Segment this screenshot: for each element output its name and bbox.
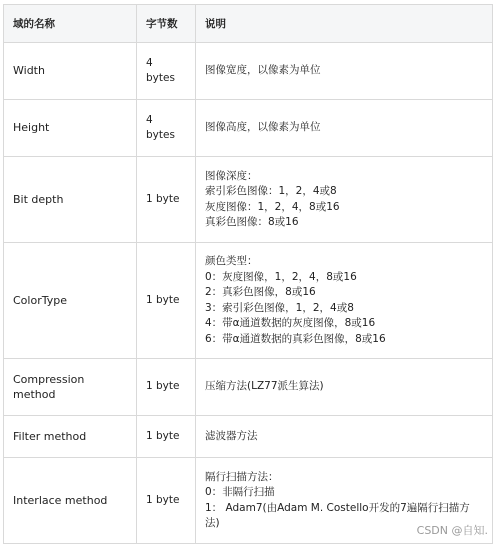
- table-row-color-type: [4, 243, 493, 359]
- header-description: 说明: [196, 5, 493, 43]
- field-byte-count: [137, 416, 196, 458]
- field-description: [196, 100, 493, 157]
- description-line: 图像高度，以像素为单位: [205, 121, 321, 134]
- byte-count-line: 1 byte: [146, 380, 180, 393]
- table-row-width: [4, 43, 493, 100]
- field-name: Compression method: [4, 359, 137, 416]
- field-name: ColorType: [4, 243, 137, 359]
- description-line: 3：索引彩色图像，1，2，4或8: [205, 301, 354, 314]
- field-description: [196, 359, 493, 416]
- description-line: 颜色类型：: [205, 255, 258, 267]
- field-byte-count: [137, 243, 196, 359]
- field-name: Filter method: [4, 416, 137, 458]
- description-line: 索引彩色图像：1，2，4或8: [205, 185, 337, 197]
- description-line: 真彩色图像：8或16: [205, 216, 299, 228]
- field-name: Bit depth: [4, 157, 137, 243]
- table-row-bit-depth: [4, 157, 493, 243]
- field-byte-count: [137, 157, 196, 243]
- byte-count-line: 4: [146, 56, 153, 69]
- header-byte-count: 字节数: [137, 5, 196, 43]
- field-byte-count: [137, 43, 196, 100]
- byte-count-line: 1 byte: [146, 293, 180, 306]
- field-byte-count: [137, 100, 196, 157]
- table-row-height: [4, 100, 493, 157]
- description-line: 4：带α通道数据的灰度图像，8或16: [205, 317, 376, 329]
- byte-count-line: 1 byte: [146, 429, 180, 442]
- field-description: [196, 243, 493, 359]
- description-line: 1： Adam7(由Adam M. Costello开发的7遍隔行扫描方法): [205, 501, 470, 529]
- description-line: 灰度图像：1，2，4，8或16: [205, 200, 340, 213]
- field-name: Width: [4, 43, 137, 100]
- byte-count-line: bytes: [146, 129, 175, 141]
- byte-count-line: 4: [146, 113, 153, 126]
- byte-count-line: 1 byte: [146, 493, 180, 506]
- description-line: 2：真彩色图像，8或16: [205, 286, 316, 298]
- field-description: [196, 157, 493, 243]
- field-name: Height: [4, 100, 137, 157]
- description-line: 压缩方法(LZ77派生算法): [205, 380, 324, 393]
- field-name: Interlace method: [4, 458, 137, 544]
- field-description: [196, 416, 493, 458]
- header-field-name: 域的名称: [4, 5, 137, 43]
- description-line: 图像宽度，以像素为单位: [205, 64, 321, 77]
- csdn-watermark: CSDN @自知.: [416, 524, 488, 537]
- field-description: [196, 43, 493, 100]
- byte-count-line: 1 byte: [146, 192, 180, 205]
- table-row-compression-method: [4, 359, 493, 416]
- table-row-filter-method: [4, 416, 493, 458]
- description-line: 0：灰度图像，1，2，4，8或16: [205, 270, 357, 283]
- table-header-row: [4, 5, 493, 43]
- png-ihdr-field-table: [3, 4, 493, 544]
- description-line: 0：非隔行扫描: [205, 486, 275, 498]
- description-line: 6：带α通道数据的真彩色图像，8或16: [205, 332, 386, 345]
- field-byte-count: [137, 458, 196, 544]
- description-line: 隔行扫描方法：: [205, 470, 279, 483]
- byte-count-line: bytes: [146, 72, 175, 84]
- field-byte-count: [137, 359, 196, 416]
- description-line: 滤波器方法: [205, 429, 258, 442]
- description-line: 图像深度：: [205, 169, 258, 182]
